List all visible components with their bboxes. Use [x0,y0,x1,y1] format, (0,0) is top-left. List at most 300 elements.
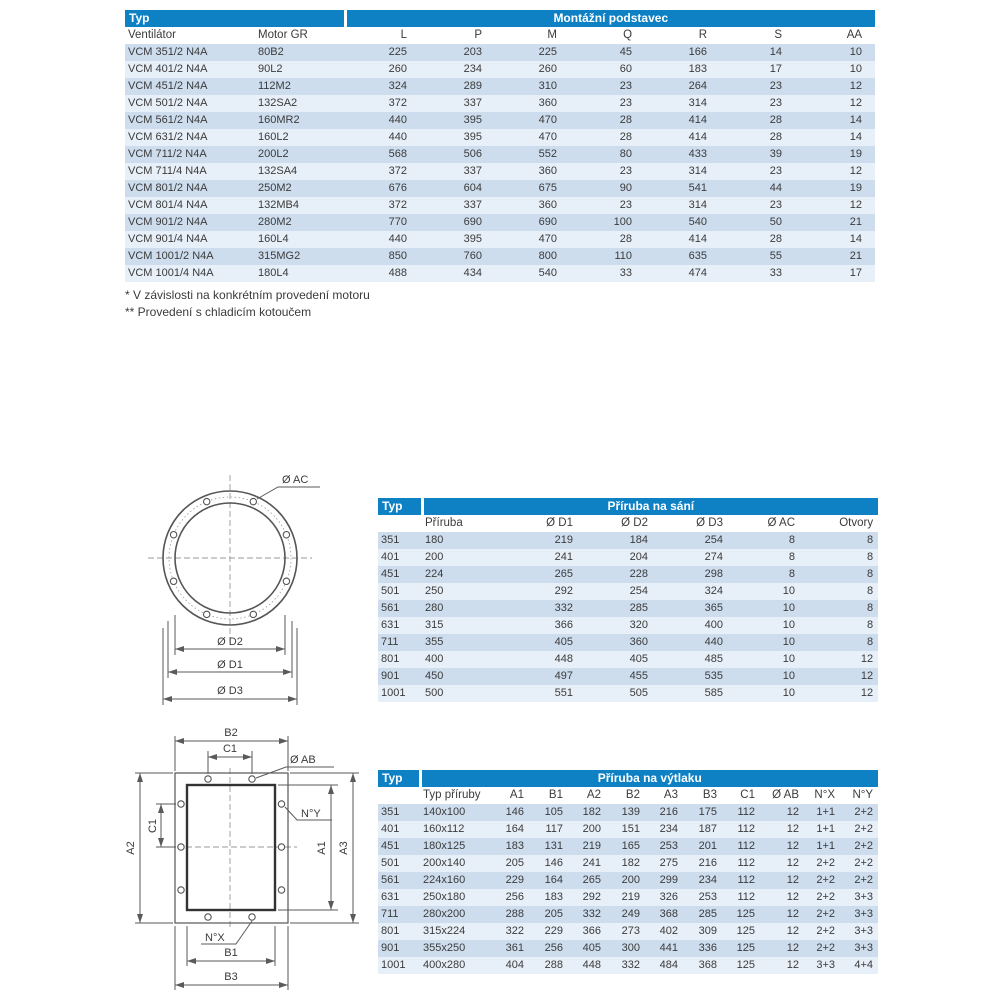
footnote-motor: * V závislosti na konkrétním provedení motoru [125,288,370,302]
cell: 112 [737,840,755,852]
table-row [378,923,878,940]
cell: 12 [849,97,863,109]
footnote-cooling: ** Provedení s chladicím kotoučem [125,305,312,319]
cell: 690 [538,216,558,228]
cell: 901 [381,942,400,954]
cell: 182 [582,806,601,818]
cell: 561 [381,602,400,614]
table-row [378,583,878,600]
cell: 23 [619,165,633,177]
cell: 112 [737,823,755,835]
cell: 28 [769,233,783,245]
cell: 440 [704,636,723,648]
cell: 8 [788,551,795,563]
cell: 14 [849,233,863,245]
cell: 292 [554,585,573,597]
cell: 770 [388,216,408,228]
mounting-base-table [125,10,875,282]
cell: 552 [538,148,558,160]
cell: 540 [688,216,708,228]
cell: 234 [659,823,678,835]
cell: 180L4 [258,267,289,279]
cell: 690 [463,216,483,228]
cell: 112M2 [258,80,291,92]
cell: 146 [505,806,524,818]
cell: 551 [554,687,573,699]
table-row [378,889,878,906]
bolt-holes [178,776,285,920]
cell: 100 [613,216,633,228]
cell: 21 [849,250,863,262]
cell: 219 [621,891,640,903]
cell: VCM 561/2 N4A [128,114,208,126]
cell: 2+2 [854,840,874,852]
cell: 448 [554,653,573,665]
cell: 260 [388,63,408,75]
cell: 229 [544,925,563,937]
discharge-flange-table [378,770,878,974]
cell: 254 [629,585,648,597]
dim-label-ac: Ø AC [282,474,309,486]
cell: 183 [688,63,708,75]
cell: 2+2 [816,908,835,920]
table-row [125,61,875,78]
cell: 10 [782,602,795,614]
cell: 225 [388,46,408,58]
cell: 355 [425,636,444,648]
cell: 800 [538,250,558,262]
cell: 132SA4 [258,165,298,177]
cell: 180 [425,534,444,546]
cell: 540 [538,267,558,279]
cell: 164 [505,823,524,835]
cell: 23 [769,97,783,109]
cell: 274 [704,551,723,563]
cell: 405 [582,942,601,954]
cell: 44 [769,182,783,194]
cell: 228 [629,568,648,580]
column-header: B1 [529,787,568,804]
cell: 355x250 [423,942,466,954]
cell: VCM 1001/4 N4A [128,267,214,279]
cell: 10 [782,670,795,682]
cell: 21 [849,216,863,228]
cell: 80 [619,148,633,160]
cell: 112 [737,806,755,818]
table-row [378,872,878,889]
cell: 250M2 [258,182,292,194]
cell: VCM 631/2 N4A [128,131,208,143]
cell: VCM 501/2 N4A [128,97,208,109]
cell: 200 [621,874,640,886]
cell: 2+2 [854,823,874,835]
cell: 10 [782,619,795,631]
cell: 440 [388,233,408,245]
outer-flange-rect [175,773,288,923]
label-nx-leader [201,921,252,944]
dim-label-a1: A1 [316,841,328,855]
column-header: AA [795,27,875,44]
table-row [125,163,875,180]
column-header: Otvory [800,515,878,532]
table-row [125,44,875,61]
cell: 400x280 [423,959,466,971]
cell: 50 [769,216,783,228]
table-row [125,129,875,146]
cell: 441 [659,942,678,954]
cell: 470 [538,131,558,143]
table-row [378,804,878,821]
column-header: R [645,27,720,44]
cell: 132MB4 [258,199,299,211]
centerlines [148,475,312,645]
table-row [125,78,875,95]
label-ac-leader [257,474,320,499]
cell: 234 [463,63,483,75]
dim-label-ny: N°Y [301,808,321,820]
cell: 10 [782,585,795,597]
cell: 131 [544,840,563,852]
dim-label-c1-left: C1 [147,818,159,834]
cell: 12 [786,823,799,835]
cell: 675 [538,182,558,194]
cell: 285 [629,602,648,614]
cell: 105 [544,806,563,818]
cell: 676 [388,182,408,194]
cell: 365 [704,602,723,614]
cell: 12 [849,80,863,92]
column-header: Příruba [422,515,503,532]
table-row [125,180,875,197]
column-header: Ø D3 [653,515,728,532]
cell: 4+4 [854,959,874,971]
cell: 8 [866,551,874,563]
column-header: Ø AB [760,787,804,804]
cell: 470 [538,233,558,245]
cell: 175 [698,806,717,818]
cell: 112 [737,857,755,869]
cell: 28 [619,131,633,143]
cell: 200x140 [423,857,466,869]
cell: 8 [866,534,874,546]
cell: 901 [381,670,400,682]
column-header: B2 [606,787,645,804]
cell: 414 [688,131,708,143]
cell: 322 [505,925,524,937]
cell: 760 [463,250,483,262]
cell: 166 [688,46,708,58]
cell: 314 [688,97,708,109]
cell: 12 [786,925,799,937]
cell: 289 [463,80,483,92]
cell: 414 [688,233,708,245]
cell: 488 [388,267,408,279]
table-typ-header: Typ [125,10,345,27]
cell: 90L2 [258,63,283,75]
table-row [378,532,878,549]
cell: 288 [544,959,563,971]
cell: VCM 901/4 N4A [128,233,208,245]
cell: 280x200 [423,908,466,920]
column-header: Q [570,27,645,44]
cell: 219 [554,534,573,546]
dim-label-c1-top: C1 [222,743,238,755]
cell: 160MR2 [258,114,300,126]
cell: 3+3 [854,908,874,920]
cell: 801 [381,653,400,665]
cell: 12 [786,942,799,954]
cell: 324 [704,585,723,597]
cell: 80B2 [258,46,284,58]
cell: 506 [463,148,483,160]
cell: 10 [782,636,795,648]
cell: 361 [505,942,524,954]
dim-label-ab: Ø AB [290,754,316,766]
cell: 505 [629,687,648,699]
cell: 8 [866,568,874,580]
column-header: B3 [683,787,722,804]
cell: 351 [381,534,400,546]
cell: 234 [698,874,717,886]
cell: 241 [554,551,573,563]
column-header: Ventilátor [125,27,255,44]
cell: 372 [388,199,408,211]
cell: 288 [505,908,524,920]
cell: 151 [621,823,640,835]
cell: 17 [849,267,863,279]
cell: 401 [381,823,400,835]
cell: 164 [544,874,563,886]
cell: 224 [425,568,444,580]
cell: 360 [538,97,558,109]
dim-label-a3: A3 [338,841,350,855]
dim-label-nx: N°X [205,932,225,944]
column-header [378,787,420,804]
cell: 12 [786,891,799,903]
cell: 12 [860,687,874,699]
dim-label-b3: B3 [224,971,238,983]
cell: 280M2 [258,216,292,228]
cell: 184 [629,534,648,546]
cell: 2+2 [854,806,874,818]
cell: 125 [736,942,755,954]
table-row [378,821,878,838]
table-row [378,566,878,583]
cell: 850 [388,250,408,262]
cell: 125 [736,925,755,937]
cell: 470 [538,114,558,126]
cell: 19 [849,182,863,194]
cell: VCM 801/2 N4A [128,182,208,194]
table-row [125,265,875,282]
column-header: Ø AC [728,515,800,532]
cell: 405 [629,653,648,665]
table-title: Příruba na sání [422,498,878,515]
cell: 314 [688,165,708,177]
table-typ-header: Typ [378,770,420,787]
cell: VCM 351/2 N4A [128,46,208,58]
cell: 256 [505,891,524,903]
dim-label-a2: A2 [125,841,137,855]
cell: 275 [659,857,678,869]
cell: 631 [381,619,400,631]
cell: 535 [704,670,723,682]
cell: 635 [688,250,708,262]
cell: 3+3 [854,891,874,903]
cell: 110 [614,250,633,262]
cell: 39 [769,148,783,160]
cell: 260 [538,63,558,75]
column-header: Ø D1 [503,515,578,532]
column-header: A3 [645,787,683,804]
cell: 351 [381,806,400,818]
cell: 405 [554,636,573,648]
cell: 12 [849,199,863,211]
cell: 568 [388,148,408,160]
cell: 12 [786,874,799,886]
cell: VCM 1001/2 N4A [128,250,214,262]
cell: 256 [544,942,563,954]
cell: 12 [786,840,799,852]
table-typ-header: Typ [378,498,422,515]
cell: 332 [621,959,640,971]
cell: 2+2 [816,925,835,937]
cell: 17 [769,63,783,75]
cell: 216 [659,806,678,818]
dim-a1 [278,785,338,910]
cell: 33 [619,267,633,279]
table-row [125,146,875,163]
column-header: C1 [722,787,760,804]
cell: 264 [688,80,708,92]
cell: 604 [463,182,483,194]
cell: 23 [619,80,633,92]
cell: 8 [866,619,874,631]
cell: 45 [619,46,633,58]
cell: 337 [463,97,483,109]
cell: 440 [388,114,408,126]
cell: 585 [704,687,723,699]
table-row [378,838,878,855]
cell: 433 [688,148,708,160]
table-row [378,651,878,668]
cell: 3+3 [854,942,874,954]
cell: 273 [621,925,640,937]
cell: 8 [866,636,874,648]
table-row [378,957,878,974]
cell: 253 [659,840,678,852]
cell: VCM 711/2 N4A [128,148,207,160]
cell: 360 [538,165,558,177]
cell: 360 [538,199,558,211]
footnotes [125,287,370,321]
table-title: Montážní podstavec [345,10,875,27]
cell: 561 [381,874,400,886]
cell: 298 [704,568,723,580]
column-header [378,515,422,532]
cell: 501 [381,585,400,597]
cell: 8 [788,534,795,546]
cell: 434 [463,267,483,279]
cell: 165 [621,840,640,852]
cell: 315MG2 [258,250,301,262]
cell: 451 [381,568,400,580]
cell: 404 [505,959,524,971]
column-header: Motor GR [255,27,345,44]
dim-label-b1: B1 [224,947,238,959]
cell: 23 [619,199,633,211]
cell: 204 [629,551,648,563]
cell: 23 [769,80,783,92]
cell: 455 [629,670,648,682]
cell: 801 [381,925,400,937]
table-row [378,634,878,651]
cell: 324 [388,80,408,92]
cell: 14 [769,46,783,58]
cell: 360 [629,636,648,648]
column-header: P [420,27,495,44]
cell: 541 [688,182,708,194]
cell: 12 [786,959,799,971]
label-ab-leader [256,754,334,778]
cell: 125 [736,908,755,920]
cell: 299 [659,874,678,886]
cell: 337 [463,199,483,211]
cell: 3+3 [816,959,835,971]
cell: 1001 [381,959,406,971]
cell: 253 [698,891,717,903]
cell: 292 [582,891,601,903]
table-row [378,855,878,872]
cell: 336 [698,942,717,954]
cell: 440 [388,131,408,143]
cell: 309 [698,925,717,937]
cell: 315 [425,619,444,631]
cell: 2+2 [854,857,874,869]
cell: VCM 901/2 N4A [128,216,208,228]
cell: 23 [619,97,633,109]
cell: 183 [544,891,563,903]
cell: 300 [621,942,640,954]
cell: 28 [769,114,783,126]
cell: 3+3 [854,925,874,937]
table-row [378,685,878,702]
cell: 8 [866,585,874,597]
cell: 500 [425,687,444,699]
table-row [378,906,878,923]
cell: 117 [545,823,563,835]
dim-label-b2: B2 [224,727,238,739]
cell: 497 [554,670,573,682]
cell: 187 [698,823,717,835]
cell: 368 [698,959,717,971]
table-row [378,549,878,566]
cell: 285 [698,908,717,920]
cell: 249 [621,908,640,920]
cell: 395 [463,114,483,126]
cell: 1+1 [816,823,835,835]
cell: 225 [538,46,558,58]
table-row [125,197,875,214]
cell: 265 [554,568,573,580]
table-row [378,600,878,617]
dim-label-d1: Ø D1 [217,659,243,671]
cell: 1001 [381,687,406,699]
column-header: N°Y [840,787,878,804]
column-header: Ø D2 [578,515,653,532]
cell: 14 [849,114,863,126]
cell: 315x224 [423,925,466,937]
